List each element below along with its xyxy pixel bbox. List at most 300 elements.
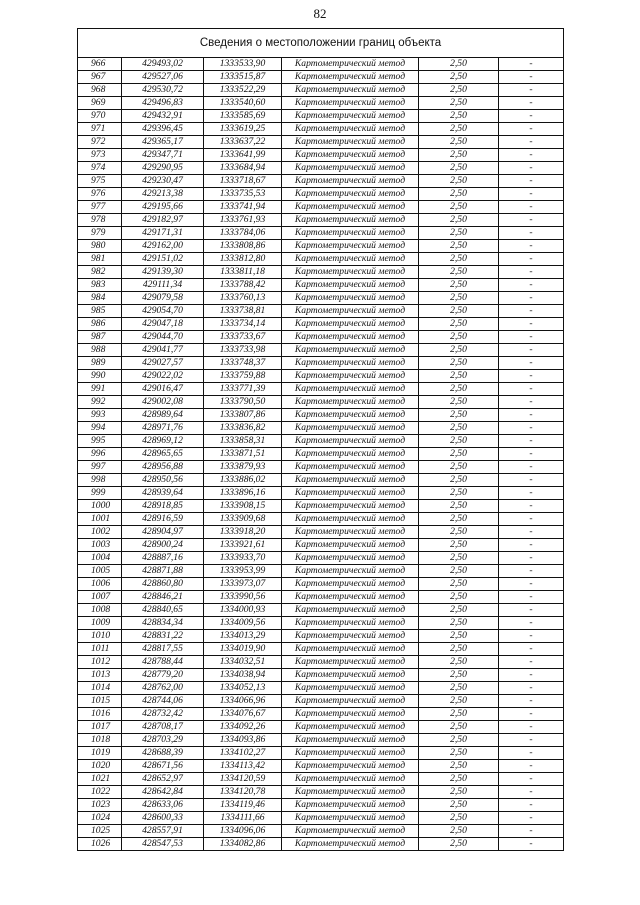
- table-row: [78, 305, 564, 318]
- x-coordinate-cell: 429111,34: [122, 279, 204, 292]
- x-coordinate-cell: 428969,12: [122, 435, 204, 448]
- table-row: [78, 292, 564, 305]
- description-cell: -: [499, 240, 564, 253]
- method-cell: Картометрический метод: [282, 175, 419, 188]
- accuracy-cell: 2,50: [419, 240, 499, 253]
- accuracy-cell: 2,50: [419, 773, 499, 786]
- y-coordinate-cell: 1333733,98: [204, 344, 282, 357]
- table-row: [78, 227, 564, 240]
- method-cell: Картометрический метод: [282, 669, 419, 682]
- description-cell: -: [499, 682, 564, 695]
- description-cell: -: [499, 721, 564, 734]
- y-coordinate-cell: 1333933,70: [204, 552, 282, 565]
- method-cell: Картометрический метод: [282, 539, 419, 552]
- accuracy-cell: 2,50: [419, 227, 499, 240]
- point-number-cell: 991: [78, 383, 122, 396]
- method-cell: Картометрический метод: [282, 747, 419, 760]
- x-coordinate-cell: 428989,64: [122, 409, 204, 422]
- accuracy-cell: 2,50: [419, 266, 499, 279]
- x-coordinate-cell: 428840,65: [122, 604, 204, 617]
- method-cell: Картометрический метод: [282, 448, 419, 461]
- point-number-cell: 1024: [78, 812, 122, 825]
- accuracy-cell: 2,50: [419, 383, 499, 396]
- accuracy-cell: 2,50: [419, 136, 499, 149]
- point-number-cell: 1015: [78, 695, 122, 708]
- x-coordinate-cell: 429027,57: [122, 357, 204, 370]
- method-cell: Картометрический метод: [282, 227, 419, 240]
- y-coordinate-cell: 1333619,25: [204, 123, 282, 136]
- y-coordinate-cell: 1333522,29: [204, 84, 282, 97]
- accuracy-cell: 2,50: [419, 175, 499, 188]
- method-cell: Картометрический метод: [282, 591, 419, 604]
- y-coordinate-cell: 1334019,90: [204, 643, 282, 656]
- table-row: [78, 669, 564, 682]
- y-coordinate-cell: 1333761,93: [204, 214, 282, 227]
- x-coordinate-cell: 429044,70: [122, 331, 204, 344]
- description-cell: -: [499, 526, 564, 539]
- description-cell: -: [499, 708, 564, 721]
- x-coordinate-cell: 429151,02: [122, 253, 204, 266]
- y-coordinate-cell: 1333771,39: [204, 383, 282, 396]
- point-number-cell: 1000: [78, 500, 122, 513]
- accuracy-cell: 2,50: [419, 435, 499, 448]
- accuracy-cell: 2,50: [419, 799, 499, 812]
- method-cell: Картометрический метод: [282, 383, 419, 396]
- point-number-cell: 1005: [78, 565, 122, 578]
- x-coordinate-cell: 428900,24: [122, 539, 204, 552]
- x-coordinate-cell: 428871,88: [122, 565, 204, 578]
- y-coordinate-cell: 1334066,96: [204, 695, 282, 708]
- method-cell: Картометрический метод: [282, 734, 419, 747]
- x-coordinate-cell: 428703,29: [122, 734, 204, 747]
- point-number-cell: 968: [78, 84, 122, 97]
- x-coordinate-cell: 429047,18: [122, 318, 204, 331]
- accuracy-cell: 2,50: [419, 669, 499, 682]
- point-number-cell: 1016: [78, 708, 122, 721]
- x-coordinate-cell: 428831,22: [122, 630, 204, 643]
- accuracy-cell: 2,50: [419, 591, 499, 604]
- point-number-cell: 997: [78, 461, 122, 474]
- description-cell: -: [499, 110, 564, 123]
- accuracy-cell: 2,50: [419, 331, 499, 344]
- point-number-cell: 1004: [78, 552, 122, 565]
- method-cell: Картометрический метод: [282, 773, 419, 786]
- accuracy-cell: 2,50: [419, 214, 499, 227]
- accuracy-cell: 2,50: [419, 682, 499, 695]
- table-row: [78, 279, 564, 292]
- table-row: [78, 682, 564, 695]
- table-row: [78, 539, 564, 552]
- accuracy-cell: 2,50: [419, 188, 499, 201]
- y-coordinate-cell: 1334032,51: [204, 656, 282, 669]
- method-cell: Картометрический метод: [282, 357, 419, 370]
- table-row: [78, 201, 564, 214]
- x-coordinate-cell: 428708,17: [122, 721, 204, 734]
- table-row: [78, 383, 564, 396]
- table-row: [78, 630, 564, 643]
- point-number-cell: 1010: [78, 630, 122, 643]
- point-number-cell: 975: [78, 175, 122, 188]
- description-cell: -: [499, 84, 564, 97]
- method-cell: Картометрический метод: [282, 526, 419, 539]
- description-cell: -: [499, 97, 564, 110]
- accuracy-cell: 2,50: [419, 656, 499, 669]
- description-cell: -: [499, 630, 564, 643]
- point-number-cell: 1011: [78, 643, 122, 656]
- description-cell: -: [499, 422, 564, 435]
- x-coordinate-cell: 429530,72: [122, 84, 204, 97]
- y-coordinate-cell: 1333684,94: [204, 162, 282, 175]
- description-cell: -: [499, 201, 564, 214]
- description-cell: -: [499, 383, 564, 396]
- accuracy-cell: 2,50: [419, 695, 499, 708]
- y-coordinate-cell: 1333748,37: [204, 357, 282, 370]
- description-cell: -: [499, 656, 564, 669]
- description-cell: -: [499, 552, 564, 565]
- description-cell: -: [499, 487, 564, 500]
- y-coordinate-cell: 1334111,66: [204, 812, 282, 825]
- table-row: [78, 487, 564, 500]
- method-cell: Картометрический метод: [282, 240, 419, 253]
- boundary-table-sheet: [77, 28, 563, 868]
- table-row: [78, 344, 564, 357]
- description-cell: -: [499, 565, 564, 578]
- method-cell: Картометрический метод: [282, 565, 419, 578]
- accuracy-cell: 2,50: [419, 422, 499, 435]
- table-row: [78, 396, 564, 409]
- method-cell: Картометрический метод: [282, 500, 419, 513]
- table-row: [78, 513, 564, 526]
- table-row: [78, 760, 564, 773]
- y-coordinate-cell: 1333760,13: [204, 292, 282, 305]
- accuracy-cell: 2,50: [419, 344, 499, 357]
- method-cell: Картометрический метод: [282, 97, 419, 110]
- y-coordinate-cell: 1333909,68: [204, 513, 282, 526]
- accuracy-cell: 2,50: [419, 357, 499, 370]
- x-coordinate-cell: 428779,20: [122, 669, 204, 682]
- point-number-cell: 1007: [78, 591, 122, 604]
- method-cell: Картометрический метод: [282, 435, 419, 448]
- x-coordinate-cell: 428965,65: [122, 448, 204, 461]
- method-cell: Картометрический метод: [282, 643, 419, 656]
- method-cell: Картометрический метод: [282, 136, 419, 149]
- point-number-cell: 982: [78, 266, 122, 279]
- description-cell: -: [499, 500, 564, 513]
- point-number-cell: 1017: [78, 721, 122, 734]
- method-cell: Картометрический метод: [282, 71, 419, 84]
- method-cell: Картометрический метод: [282, 786, 419, 799]
- point-number-cell: 993: [78, 409, 122, 422]
- y-coordinate-cell: 1333733,67: [204, 331, 282, 344]
- y-coordinate-cell: 1333585,69: [204, 110, 282, 123]
- x-coordinate-cell: 428547,53: [122, 838, 204, 851]
- description-cell: -: [499, 292, 564, 305]
- point-number-cell: 966: [78, 58, 122, 71]
- table-row: [78, 474, 564, 487]
- method-cell: Картометрический метод: [282, 578, 419, 591]
- description-cell: -: [499, 409, 564, 422]
- description-cell: -: [499, 175, 564, 188]
- accuracy-cell: 2,50: [419, 474, 499, 487]
- x-coordinate-cell: 429054,70: [122, 305, 204, 318]
- table-row: [78, 162, 564, 175]
- table-row: [78, 123, 564, 136]
- table-row: [78, 97, 564, 110]
- description-cell: -: [499, 253, 564, 266]
- y-coordinate-cell: 1333953,99: [204, 565, 282, 578]
- table-row: [78, 708, 564, 721]
- description-cell: -: [499, 123, 564, 136]
- description-cell: -: [499, 513, 564, 526]
- y-coordinate-cell: 1333811,18: [204, 266, 282, 279]
- point-number-cell: 1014: [78, 682, 122, 695]
- method-cell: Картометрический метод: [282, 695, 419, 708]
- y-coordinate-cell: 1334000,93: [204, 604, 282, 617]
- point-number-cell: 987: [78, 331, 122, 344]
- method-cell: Картометрический метод: [282, 396, 419, 409]
- y-coordinate-cell: 1334092,26: [204, 721, 282, 734]
- x-coordinate-cell: 428971,76: [122, 422, 204, 435]
- y-coordinate-cell: 1334102,27: [204, 747, 282, 760]
- point-number-cell: 1008: [78, 604, 122, 617]
- point-number-cell: 967: [78, 71, 122, 84]
- y-coordinate-cell: 1333741,94: [204, 201, 282, 214]
- method-cell: Картометрический метод: [282, 344, 419, 357]
- y-coordinate-cell: 1333858,31: [204, 435, 282, 448]
- x-coordinate-cell: 428950,56: [122, 474, 204, 487]
- description-cell: -: [499, 539, 564, 552]
- accuracy-cell: 2,50: [419, 630, 499, 643]
- x-coordinate-cell: 428817,55: [122, 643, 204, 656]
- x-coordinate-cell: 428671,56: [122, 760, 204, 773]
- point-number-cell: 978: [78, 214, 122, 227]
- y-coordinate-cell: 1334093,86: [204, 734, 282, 747]
- description-cell: -: [499, 331, 564, 344]
- page-number: 82: [313, 6, 327, 21]
- point-number-cell: 1009: [78, 617, 122, 630]
- y-coordinate-cell: 1333540,60: [204, 97, 282, 110]
- description-cell: -: [499, 305, 564, 318]
- point-number-cell: 981: [78, 253, 122, 266]
- y-coordinate-cell: 1334082,86: [204, 838, 282, 851]
- table-row: [78, 331, 564, 344]
- y-coordinate-cell: 1334096,06: [204, 825, 282, 838]
- description-cell: -: [499, 357, 564, 370]
- accuracy-cell: 2,50: [419, 448, 499, 461]
- x-coordinate-cell: 429496,83: [122, 97, 204, 110]
- y-coordinate-cell: 1333738,81: [204, 305, 282, 318]
- x-coordinate-cell: 428939,64: [122, 487, 204, 500]
- table-row: [78, 175, 564, 188]
- accuracy-cell: 2,50: [419, 396, 499, 409]
- x-coordinate-cell: 428846,21: [122, 591, 204, 604]
- table-row: [78, 357, 564, 370]
- accuracy-cell: 2,50: [419, 721, 499, 734]
- description-cell: -: [499, 747, 564, 760]
- y-coordinate-cell: 1333886,02: [204, 474, 282, 487]
- table-row: [78, 591, 564, 604]
- table-row: [78, 656, 564, 669]
- y-coordinate-cell: 1333784,06: [204, 227, 282, 240]
- method-cell: Картометрический метод: [282, 123, 419, 136]
- accuracy-cell: 2,50: [419, 370, 499, 383]
- accuracy-cell: 2,50: [419, 617, 499, 630]
- accuracy-cell: 2,50: [419, 123, 499, 136]
- table-row: [78, 149, 564, 162]
- accuracy-cell: 2,50: [419, 747, 499, 760]
- x-coordinate-cell: 428642,84: [122, 786, 204, 799]
- y-coordinate-cell: 1334076,67: [204, 708, 282, 721]
- y-coordinate-cell: 1334120,59: [204, 773, 282, 786]
- x-coordinate-cell: 428956,88: [122, 461, 204, 474]
- description-cell: -: [499, 591, 564, 604]
- method-cell: Картометрический метод: [282, 409, 419, 422]
- method-cell: Картометрический метод: [282, 604, 419, 617]
- method-cell: Картометрический метод: [282, 292, 419, 305]
- table-title-row: [78, 29, 564, 58]
- x-coordinate-cell: 429041,77: [122, 344, 204, 357]
- description-cell: -: [499, 786, 564, 799]
- accuracy-cell: 2,50: [419, 409, 499, 422]
- description-cell: -: [499, 669, 564, 682]
- accuracy-cell: 2,50: [419, 526, 499, 539]
- x-coordinate-cell: 429230,47: [122, 175, 204, 188]
- y-coordinate-cell: 1333515,87: [204, 71, 282, 84]
- point-number-cell: 977: [78, 201, 122, 214]
- x-coordinate-cell: 428762,00: [122, 682, 204, 695]
- point-number-cell: 988: [78, 344, 122, 357]
- point-number-cell: 1006: [78, 578, 122, 591]
- table-row: [78, 370, 564, 383]
- accuracy-cell: 2,50: [419, 149, 499, 162]
- description-cell: -: [499, 214, 564, 227]
- y-coordinate-cell: 1333879,93: [204, 461, 282, 474]
- x-coordinate-cell: 429213,38: [122, 188, 204, 201]
- table-row: [78, 110, 564, 123]
- x-coordinate-cell: 429182,97: [122, 214, 204, 227]
- point-number-cell: 1021: [78, 773, 122, 786]
- y-coordinate-cell: 1333788,42: [204, 279, 282, 292]
- method-cell: Картометрический метод: [282, 656, 419, 669]
- accuracy-cell: 2,50: [419, 58, 499, 71]
- y-coordinate-cell: 1333718,67: [204, 175, 282, 188]
- method-cell: Картометрический метод: [282, 253, 419, 266]
- method-cell: Картометрический метод: [282, 279, 419, 292]
- description-cell: -: [499, 71, 564, 84]
- table-row: [78, 409, 564, 422]
- method-cell: Картометрический метод: [282, 552, 419, 565]
- y-coordinate-cell: 1334009,56: [204, 617, 282, 630]
- y-coordinate-cell: 1333637,22: [204, 136, 282, 149]
- accuracy-cell: 2,50: [419, 110, 499, 123]
- accuracy-cell: 2,50: [419, 734, 499, 747]
- description-cell: -: [499, 435, 564, 448]
- y-coordinate-cell: 1333990,56: [204, 591, 282, 604]
- x-coordinate-cell: 429527,06: [122, 71, 204, 84]
- table-row: [78, 526, 564, 539]
- table-row: [78, 799, 564, 812]
- point-number-cell: 970: [78, 110, 122, 123]
- accuracy-cell: 2,50: [419, 708, 499, 721]
- x-coordinate-cell: 428557,91: [122, 825, 204, 838]
- x-coordinate-cell: 429016,47: [122, 383, 204, 396]
- x-coordinate-cell: 428744,06: [122, 695, 204, 708]
- point-number-cell: 972: [78, 136, 122, 149]
- y-coordinate-cell: 1333812,80: [204, 253, 282, 266]
- method-cell: Картометрический метод: [282, 721, 419, 734]
- point-number-cell: 1018: [78, 734, 122, 747]
- table-row: [78, 500, 564, 513]
- point-number-cell: 976: [78, 188, 122, 201]
- table-row: [78, 58, 564, 71]
- table-row: [78, 617, 564, 630]
- y-coordinate-cell: 1333808,86: [204, 240, 282, 253]
- y-coordinate-cell: 1333836,82: [204, 422, 282, 435]
- point-number-cell: 992: [78, 396, 122, 409]
- table-row: [78, 578, 564, 591]
- method-cell: Картометрический метод: [282, 266, 419, 279]
- accuracy-cell: 2,50: [419, 500, 499, 513]
- y-coordinate-cell: 1334052,13: [204, 682, 282, 695]
- method-cell: Картометрический метод: [282, 617, 419, 630]
- description-cell: -: [499, 318, 564, 331]
- accuracy-cell: 2,50: [419, 539, 499, 552]
- method-cell: Картометрический метод: [282, 760, 419, 773]
- y-coordinate-cell: 1333871,51: [204, 448, 282, 461]
- description-cell: -: [499, 838, 564, 851]
- x-coordinate-cell: 429432,91: [122, 110, 204, 123]
- description-cell: -: [499, 448, 564, 461]
- method-cell: Картометрический метод: [282, 474, 419, 487]
- point-number-cell: 974: [78, 162, 122, 175]
- point-number-cell: 990: [78, 370, 122, 383]
- accuracy-cell: 2,50: [419, 825, 499, 838]
- method-cell: Картометрический метод: [282, 812, 419, 825]
- method-cell: Картометрический метод: [282, 331, 419, 344]
- y-coordinate-cell: 1334119,46: [204, 799, 282, 812]
- x-coordinate-cell: 429171,31: [122, 227, 204, 240]
- x-coordinate-cell: 429162,00: [122, 240, 204, 253]
- table-row: [78, 136, 564, 149]
- point-number-cell: 1022: [78, 786, 122, 799]
- table-row: [78, 71, 564, 84]
- table-row: [78, 773, 564, 786]
- table-row: [78, 448, 564, 461]
- table-row: [78, 461, 564, 474]
- point-number-cell: 1003: [78, 539, 122, 552]
- y-coordinate-cell: 1334113,42: [204, 760, 282, 773]
- table-row: [78, 812, 564, 825]
- description-cell: -: [499, 188, 564, 201]
- method-cell: Картометрический метод: [282, 422, 419, 435]
- description-cell: -: [499, 773, 564, 786]
- accuracy-cell: 2,50: [419, 253, 499, 266]
- accuracy-cell: 2,50: [419, 812, 499, 825]
- description-cell: -: [499, 760, 564, 773]
- y-coordinate-cell: 1333641,99: [204, 149, 282, 162]
- point-number-cell: 1019: [78, 747, 122, 760]
- table-row: [78, 838, 564, 851]
- point-number-cell: 1026: [78, 838, 122, 851]
- table-row: [78, 734, 564, 747]
- method-cell: Картометрический метод: [282, 513, 419, 526]
- boundary-table: [77, 28, 564, 851]
- table-row: [78, 188, 564, 201]
- point-number-cell: 971: [78, 123, 122, 136]
- x-coordinate-cell: 428834,34: [122, 617, 204, 630]
- accuracy-cell: 2,50: [419, 97, 499, 110]
- y-coordinate-cell: 1334120,78: [204, 786, 282, 799]
